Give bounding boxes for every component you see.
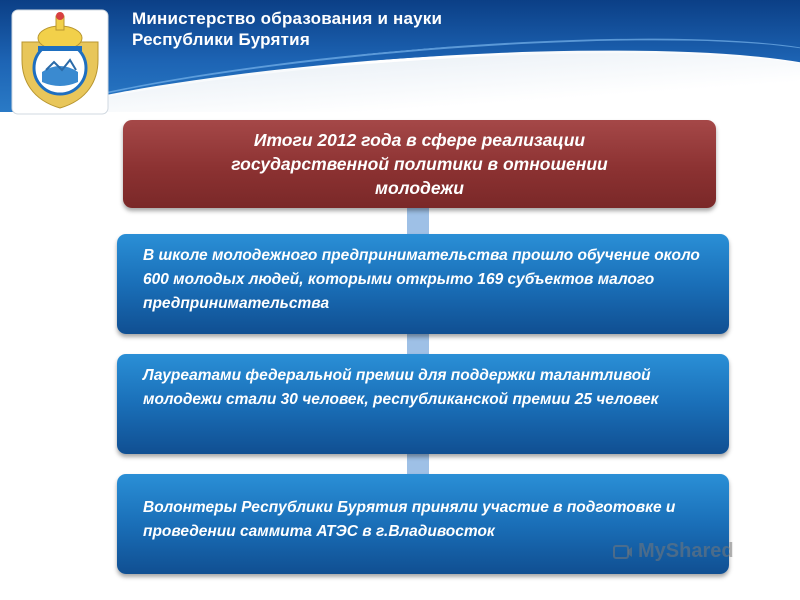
summary-title-box [123,120,716,208]
ministry-title-line1: Министерство образования и науки [132,9,443,28]
buryatia-coat-of-arms-icon [10,8,110,116]
achievement-text-1: В школе молодежного предпринимательства прошло обучение около 600 молодых людей, которыми открыто 169 субъектов малого предпринимательства [143,247,700,312]
ministry-title-line2: Республики Бурятия [132,30,310,49]
achievement-text-2: Лауреатами федеральной премии для поддержки талантливой молодежи стали 30 человек, республиканской премии 25 человек [143,367,659,408]
achievement-text-3: Волонтеры Республики Бурятия приняли участие в подготовке и проведении саммита АТЭС в г.Владивосток [143,499,676,540]
watermark [612,540,734,563]
achievement-box-2 [117,354,729,454]
achievement-box-1 [117,234,729,334]
header-banner [0,0,800,112]
watermark-logo-icon [612,542,634,562]
ministry-title [132,8,442,50]
summary-title-text: Итоги 2012 года в сфере реализации государственной политики в отношении молодежи [231,130,608,198]
watermark-text: MyShared [638,540,734,562]
